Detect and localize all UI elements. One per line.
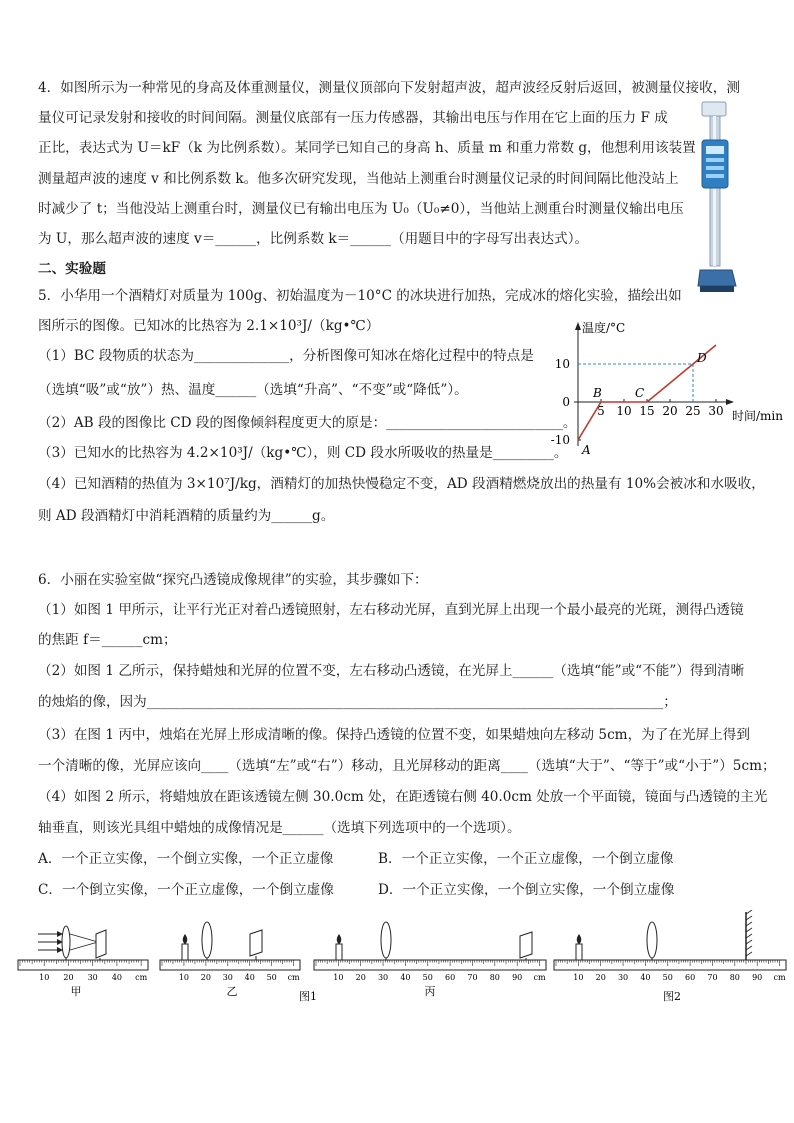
q5-line-1: 5．小华用一个酒精灯对质量为 100g、初始温度为－10°C 的冰块进行加热，完成冰的熔化实验，描绘出如 [38,288,682,304]
ruler-label: 50 [662,973,673,982]
ruler-label: 60 [445,973,456,982]
q5-line-2: 图所示的图像。已知冰的比热容为 2.1×10³J/（kg•℃） [38,318,380,334]
q6-line-1: 6．小丽在实验室做“探究凸透镜成像规律”的实验，其步骤如下： [38,572,428,588]
q5-line-8: 则 AD 段酒精灯中消耗酒精的质量约为______g。 [38,508,335,524]
x-tick-label: 30 [708,404,724,418]
ruler-label: 70 [467,973,478,982]
ruler-label: cm [773,973,786,982]
ruler-label: 40 [640,973,651,982]
candle [336,934,342,960]
q6-line-9: 轴垂直，则该光具组中蜡烛的成像情况是______（选填下列选项中的一个选项）。 [38,820,521,836]
q5-line-3: （1）BC 段物质的状态为______________，分析图像可知冰在熔化过程中的特点是 [38,348,534,364]
convex-lens [202,922,212,958]
option-d: D．一个正立实像，一个倒立实像，一个倒立虚像 [378,882,675,898]
x-tick-label: 5 [597,404,605,418]
q6-line-2: （1）如图 1 甲所示，让平行光正对着凸透镜照射，左右移动光屏，直到光屏上出现一个最小最亮的光斑，测得凸透镜 [38,602,744,618]
ruler-label: 80 [729,973,740,982]
optical-bench-figures [12,910,788,1040]
label-figure-2: 图2 [663,990,681,1003]
figure-2 [554,910,786,1003]
ruler-label: 60 [685,973,696,982]
ruler-label: 30 [222,973,233,982]
candle [182,934,188,960]
x-axis-label: 时间/min [732,409,783,423]
q4-line-3: 正比，表达式为 U＝kF（k 为比例系数）。某同学已知自己的身高 h、质量 m 和重力常数 g，他想利用该装置 [38,140,696,156]
q4-line-5: 时减少了 t；当他没站上测重台时，测量仪已有输出电压为 U₀（U₀≠0），当他站上测重台时测量仪输出电压 [38,201,684,217]
convex-lens [647,922,657,958]
ruler-label: 40 [400,973,411,982]
q6-line-8: （4）如图 2 所示，将蜡烛放在距该透镜左侧 30.0cm 处，在距透镜右侧 40.0cm 处放一个平面镜，镜面与凸透镜的主光 [38,789,768,805]
q5-line-6: （3）已知水的比热容为 4.2×10³J/（kg•℃），则 CD 段水所吸收的热量是_________。 [38,445,568,461]
ruler-label: 40 [244,973,255,982]
convex-lens [381,922,391,958]
ruler-label: 70 [707,973,718,982]
point-label-D: D [697,351,707,365]
option-a: A．一个正立实像，一个倒立实像，一个正立虚像 [38,851,334,867]
q4-line-4: 测量超声波的速度 v 和比例系数 k。他多次研究发现，当他站上测重台时测量仪记录的时间间隔比他没站上 [38,171,679,187]
ruler-label: 20 [355,973,366,982]
light-screen [96,930,106,958]
q6-line-4: （2）如图 1 乙所示，保持蜡烛和光屏的位置不变，左右移动凸透镜，在光屏上______（选填“能”或“不能”）得到清晰 [38,663,745,679]
ruler-label: 90 [752,973,763,982]
ruler-label: 20 [595,973,606,982]
q5-line-5: （2）AB 段的图像比 CD 段的图像倾斜程度更大的原是：__________________________。 [38,415,577,431]
point-label-A: A [582,443,591,456]
light-screen [250,930,262,956]
q6-line-7: 一个清晰的像，光屏应该向____（选填“左”或“右”）移动，且光屏移动的距离____（选填“大于”、“等于”或“小于”）5cm； [38,758,776,774]
ruler-label: 50 [422,973,433,982]
ruler-label: 30 [617,973,629,982]
option-b: B．一个正立实像，一个正立虚像，一个倒立虚像 [378,851,674,867]
x-tick-label: 25 [685,404,701,418]
ruler-label: 10 [333,973,344,982]
ruler-label: 30 [377,973,389,982]
figure-bing [314,922,546,998]
y-axis-arrow [575,322,581,330]
q6-line-3: 的焦距 f＝______cm； [38,632,177,648]
x-axis-arrow [726,399,734,405]
label-bing: 丙 [424,985,436,998]
ruler-label: 10 [39,973,50,982]
ruler-label: 10 [573,973,584,982]
point-label-C: C [635,386,645,400]
figure-jia [18,926,148,998]
y-axis-label: 温度/°C [582,321,626,335]
q4-line-1: 4．如图所示为一种常见的身高及体重测量仪，测量仪顶部向下发射超声波，超声波经反射后返回，被测量仪接收，测 [38,80,740,96]
q5-line-7: （4）已知酒精的热值为 3×10⁷J/kg，酒精灯的加热快慢稳定不变，AD 段酒精燃烧放出的热量有 10%会被冰和水吸收， [38,476,765,492]
ruler-label: 80 [489,973,500,982]
y-tick-label: 10 [554,357,570,371]
option-c: C．一个倒立实像，一个正立虚像，一个倒立虚像 [38,882,334,898]
q4-line-2: 量仪可记录发射和接收的时间间隔。测量仪底部有一压力传感器，其输出电压与作用在它上面的压力 F 成 [38,110,668,126]
ruler-label: 10 [178,973,190,982]
q5-line-4: （选填“吸”或“放”）热、温度______（选填“升高”、“不变”或“降低”）。 [38,382,468,398]
y-tick-label: -10 [550,433,570,447]
ruler-label: 50 [266,973,277,982]
label-figure-1: 图1 [299,990,317,1003]
ruler-label: cm [287,973,300,982]
ruler-label: 20 [63,973,74,982]
light-screen [520,932,532,958]
ruler-label: 30 [87,973,98,982]
point-label-B: B [593,386,602,400]
ruler-label: 90 [512,973,523,982]
label-yi: 乙 [226,985,238,998]
temperature-time-chart [530,318,790,456]
q6-line-6: （3）在图 1 丙中，烛焰在光屏上形成清晰的像。保持凸透镜的位置不变，如果蜡烛向左移动 5cm，为了在光屏上得到 [38,727,750,743]
ruler-label: cm [135,973,148,982]
ruler-label: 20 [200,973,211,982]
x-tick-label: 10 [616,404,632,418]
label-jia: 甲 [70,985,82,998]
height-weight-device-image [696,100,738,296]
q4-line-6: 为 U，那么超声波的速度 v＝______，比例系数 k＝______（用题目中的字母写出表达式）。 [38,231,589,247]
x-tick-label: 15 [639,404,655,418]
ruler-label: cm [533,973,546,982]
candle [576,934,582,960]
q6-line-5: 的烛焰的像，因为____________________________________________________________________________； [38,694,677,710]
convex-lens [62,926,70,958]
section-heading-experiment: 二、实验题 [38,261,106,277]
figure-yi [160,922,300,998]
x-tick-label: 20 [662,404,678,418]
plane-mirror [746,910,752,960]
y-tick-label: 0 [562,395,570,409]
ruler-label: 40 [111,973,123,982]
